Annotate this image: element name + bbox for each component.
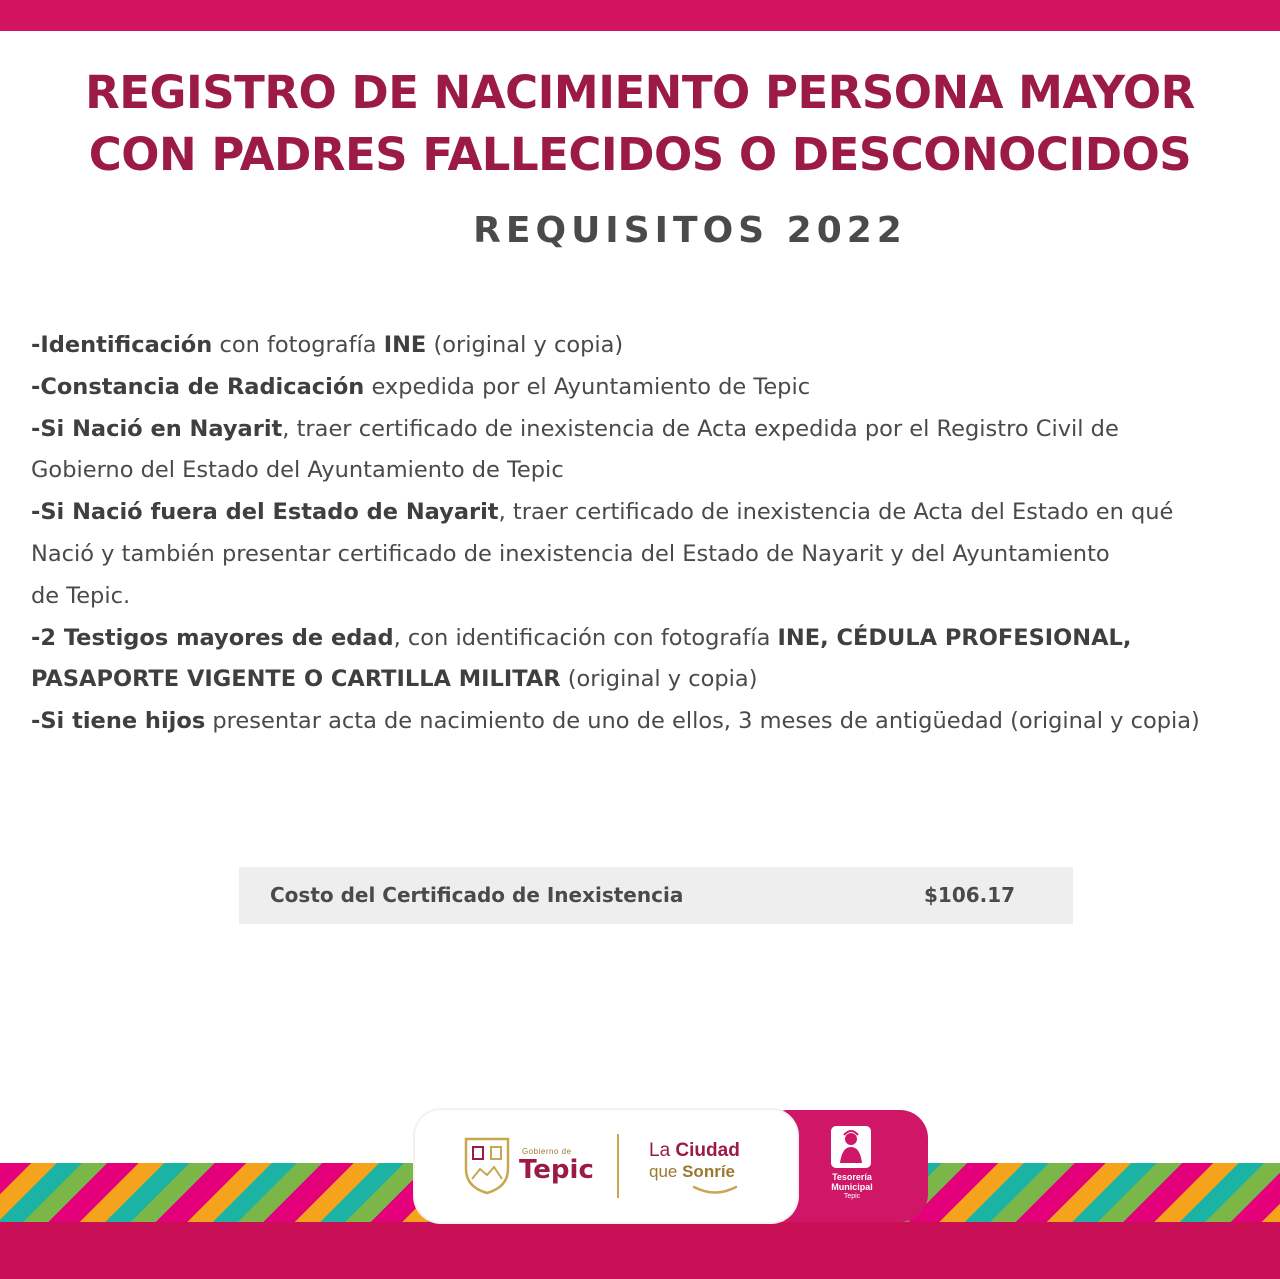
top-banner-bar	[0, 0, 1280, 31]
cost-value: $106.17	[924, 883, 1016, 907]
requirement-nacio-fuera-cont2: de Tepic.	[31, 582, 131, 609]
tepic-logo-text: Tepic	[519, 1155, 594, 1185]
requirement-nacio-nayarit: -Si Nació en Nayarit, traer certificado de inexistencia de Acta expedida por el Registro Civil de	[31, 415, 1119, 442]
requirement-constancia: -Constancia de Radicación expedida por el Ayuntamiento de Tepic	[31, 373, 811, 400]
subtitle: REQUISITOS 2022	[473, 210, 907, 251]
footer-bar	[0, 1222, 1280, 1279]
slogan-line-2: que Sonríe	[649, 1162, 735, 1181]
tesoreria-figure-icon	[830, 1125, 872, 1169]
tepic-shield-icon	[462, 1135, 512, 1195]
cost-label: Costo del Certificado de Inexistencia	[270, 883, 684, 907]
requirements-list	[31, 325, 1256, 743]
slogan-line-1: La Ciudad	[649, 1140, 740, 1161]
page-title	[0, 62, 1280, 186]
title-line-2: CON PADRES FALLECIDOS O DESCONOCIDOS	[88, 128, 1192, 181]
requirement-identificacion: -Identificación con fotografía INE (original y copia)	[31, 332, 624, 358]
requirement-nacio-fuera: -Si Nació fuera del Estado de Nayarit, traer certificado de inexistencia de Acta del Estado en qué	[31, 499, 1174, 526]
smile-icon	[690, 1184, 740, 1196]
requirement-testigos-cont: PASAPORTE VIGENTE O CARTILLA MILITAR (original y copia)	[31, 666, 758, 693]
logo-divider	[617, 1134, 619, 1198]
title-line-1: REGISTRO DE NACIMIENTO PERSONA MAYOR	[85, 66, 1195, 119]
requirement-nacio-fuera-cont: Nació y también presentar certificado de inexistencia del Estado de Nayarit y del Ayuntamiento	[31, 540, 1110, 567]
requirement-testigos: -2 Testigos mayores de edad, con identificación con fotografía INE, CÉDULA PROFESIONAL,	[31, 624, 1132, 651]
tesoreria-text: Tesorería Municipal Tepic	[831, 1172, 873, 1200]
requirement-nacio-nayarit-cont: Gobierno del Estado del Ayuntamiento de Tepic	[31, 457, 564, 484]
requirement-hijos: -Si tiene hijos presentar acta de nacimiento de uno de ellos, 3 meses de antigüedad (original y copia)	[31, 708, 1200, 735]
gobierno-de-text: Gobierno de	[522, 1147, 572, 1156]
cost-box	[239, 867, 1073, 924]
